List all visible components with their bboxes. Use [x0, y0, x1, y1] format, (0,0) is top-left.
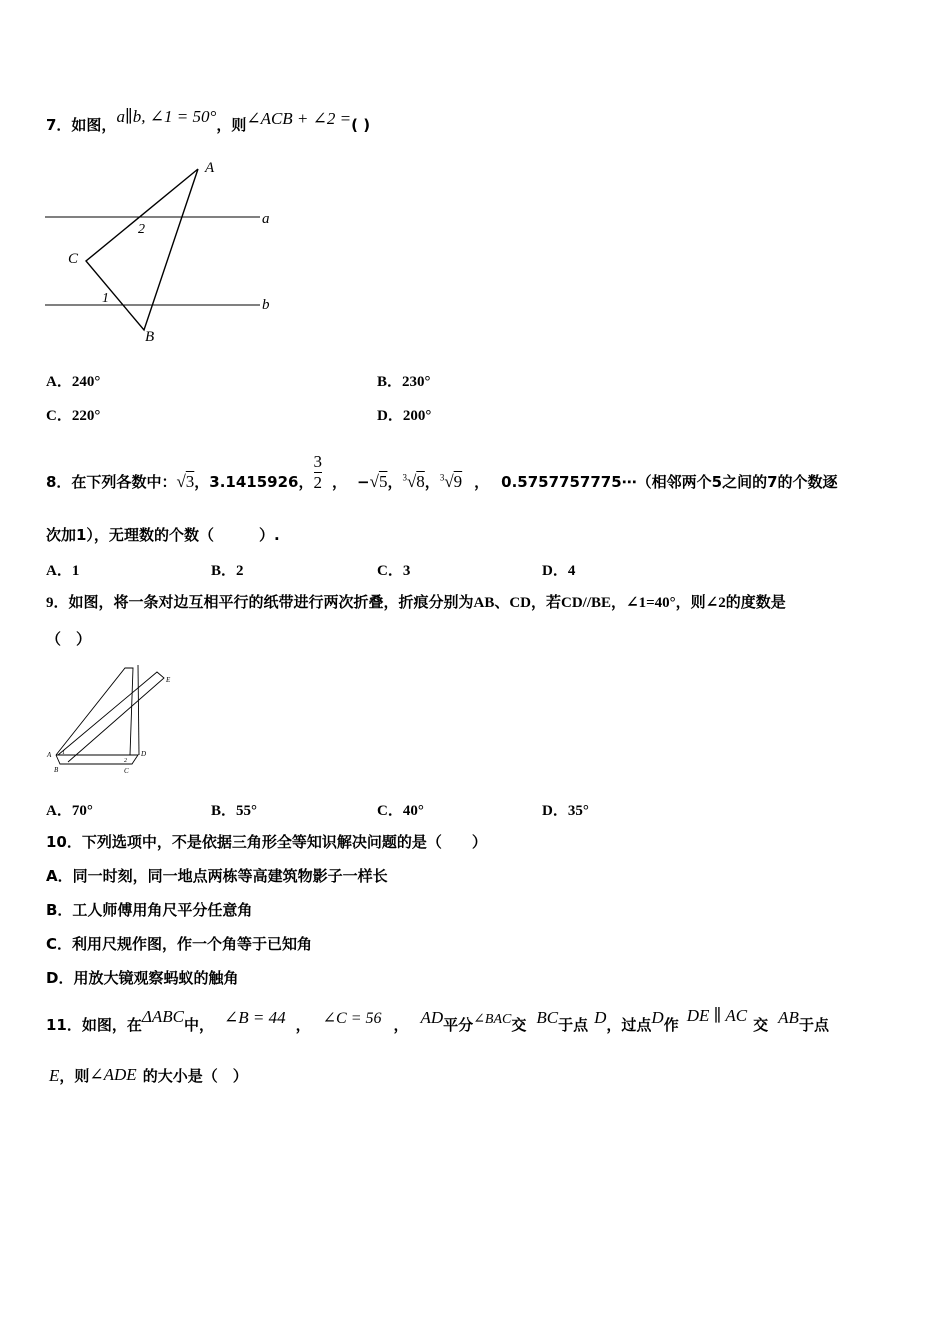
comma: ，	[474, 473, 490, 491]
label-A: A	[205, 160, 215, 176]
point-d: D	[651, 1008, 664, 1027]
q7-option-b[interactable]: B．230°	[377, 374, 431, 390]
angle-b: ∠B = 44	[223, 1008, 286, 1027]
seg-bc: BC	[536, 1008, 559, 1027]
label-A: A	[47, 751, 52, 759]
cbrt-8: $^3$√8	[402, 472, 425, 491]
q8-option-a[interactable]: A．1	[46, 563, 80, 579]
de-parallel-ac: DE ∥ AC	[686, 1006, 748, 1025]
label-D: D	[141, 750, 147, 758]
q7-figure	[40, 155, 290, 354]
angle-ade: ∠ADE	[89, 1065, 137, 1084]
q11-stem	[46, 1006, 829, 1037]
q7-expression: ∠ACB + ∠2 =	[246, 109, 352, 128]
label-angle-2: 2	[138, 222, 145, 237]
q8-tail: 0.5757757775⋯（相邻两个5之间的7的个数逐	[501, 473, 838, 491]
q8-pi-approx: ，3.1415926，	[194, 473, 314, 491]
angle-c: ∠C = 56	[322, 1010, 382, 1027]
fraction-3-2: $\frac{3}{2}$	[313, 452, 322, 492]
q9-option-a[interactable]: A．70°	[46, 803, 93, 819]
label-angle-2: 2	[124, 758, 127, 764]
q10-option-d[interactable]: D．用放大镜观察蚂蚁的触角	[46, 969, 239, 987]
q7-option-d[interactable]: D．200°	[377, 408, 432, 424]
q8-option-b[interactable]: B．2	[211, 563, 244, 579]
comma: ，	[295, 1016, 311, 1034]
label-line-a: a	[262, 211, 270, 227]
label-B: B	[145, 329, 155, 345]
sqrt-5: √5	[369, 472, 388, 491]
sqrt-3: √3	[176, 472, 195, 491]
point-d: D	[594, 1008, 607, 1027]
q9-stem: 9．如图，将一条对边互相平行的纸带进行两次折叠，折痕分别为AB、CD，若CD//BE，∠1=40°，则∠2的度数是	[46, 595, 786, 611]
q8-option-c[interactable]: C．3	[377, 563, 411, 579]
q11-text: ，过点	[606, 1016, 652, 1034]
point-e: E	[49, 1066, 60, 1085]
seg-ad: AD	[420, 1008, 444, 1027]
cbrt-9: $^3$√9	[439, 472, 463, 491]
q10-option-b[interactable]: B．工人师傅用角尺平分任意角	[46, 901, 253, 919]
q7-number: 7．如图，	[46, 116, 117, 134]
q11-text: 的大小是（ ）	[142, 1067, 248, 1085]
label-angle-1: 1	[62, 750, 65, 756]
q11-text: 于点	[798, 1016, 829, 1034]
q7-option-a[interactable]: A．240°	[46, 374, 101, 390]
angle-bac: ∠BAC	[473, 1012, 512, 1027]
label-line-b: b	[262, 297, 270, 313]
q11-text: ，则	[59, 1067, 90, 1085]
q10-option-a[interactable]: A．同一时刻，同一地点两栋等高建筑物影子一样长	[46, 867, 388, 885]
q7-stem	[46, 107, 371, 135]
strip-fold-1	[56, 668, 133, 755]
q8-stem-line2: 次加1），无理数的个数（ ）.	[46, 526, 280, 544]
q7-then: ，则	[216, 116, 247, 134]
q11-text: 平分	[443, 1016, 474, 1034]
q9-answer-paren: （ ）	[46, 630, 92, 648]
q11-number: 11．如图，在	[46, 1016, 142, 1034]
q9-figure	[42, 660, 192, 784]
q11-text: 中，	[183, 1016, 214, 1034]
q7-answer-paren: ( )	[351, 116, 371, 134]
q10-option-c[interactable]: C．利用尺规作图，作一个角等于已知角	[46, 935, 313, 953]
q8-option-d[interactable]: D．4	[542, 563, 576, 579]
q8-stem	[46, 452, 838, 502]
label-B: B	[54, 766, 59, 774]
q7-condition: a∥b, ∠1 = 50°	[116, 107, 217, 126]
q9-option-d[interactable]: D．35°	[542, 803, 589, 819]
q11-text: 作	[663, 1016, 679, 1034]
minus-sign: −	[357, 473, 370, 491]
q7-option-c[interactable]: C．220°	[46, 408, 101, 424]
label-C: C	[124, 767, 129, 775]
seg-ab: AB	[778, 1008, 799, 1027]
q9-option-b[interactable]: B．55°	[211, 803, 258, 819]
label-angle-1: 1	[102, 291, 109, 306]
strip-edge	[138, 665, 139, 755]
triangle-abc: ΔABC	[141, 1007, 184, 1026]
comma: ，	[393, 1016, 409, 1034]
q11-stem-line2	[46, 1066, 248, 1086]
q10-stem: 10．下列选项中，不是依据三角形全等知识解决问题的是（ ）	[46, 833, 487, 851]
comma: ，	[332, 473, 348, 491]
q11-text: 交	[511, 1016, 527, 1034]
q9-option-c[interactable]: C．40°	[377, 803, 424, 819]
label-E: E	[166, 676, 171, 684]
comma: ，	[387, 473, 403, 491]
q11-text: 于点	[558, 1016, 589, 1034]
q11-text: 交	[753, 1016, 769, 1034]
comma: ，	[424, 473, 440, 491]
q8-lead: 8．在下列各数中：	[46, 473, 177, 491]
label-C: C	[68, 251, 79, 267]
